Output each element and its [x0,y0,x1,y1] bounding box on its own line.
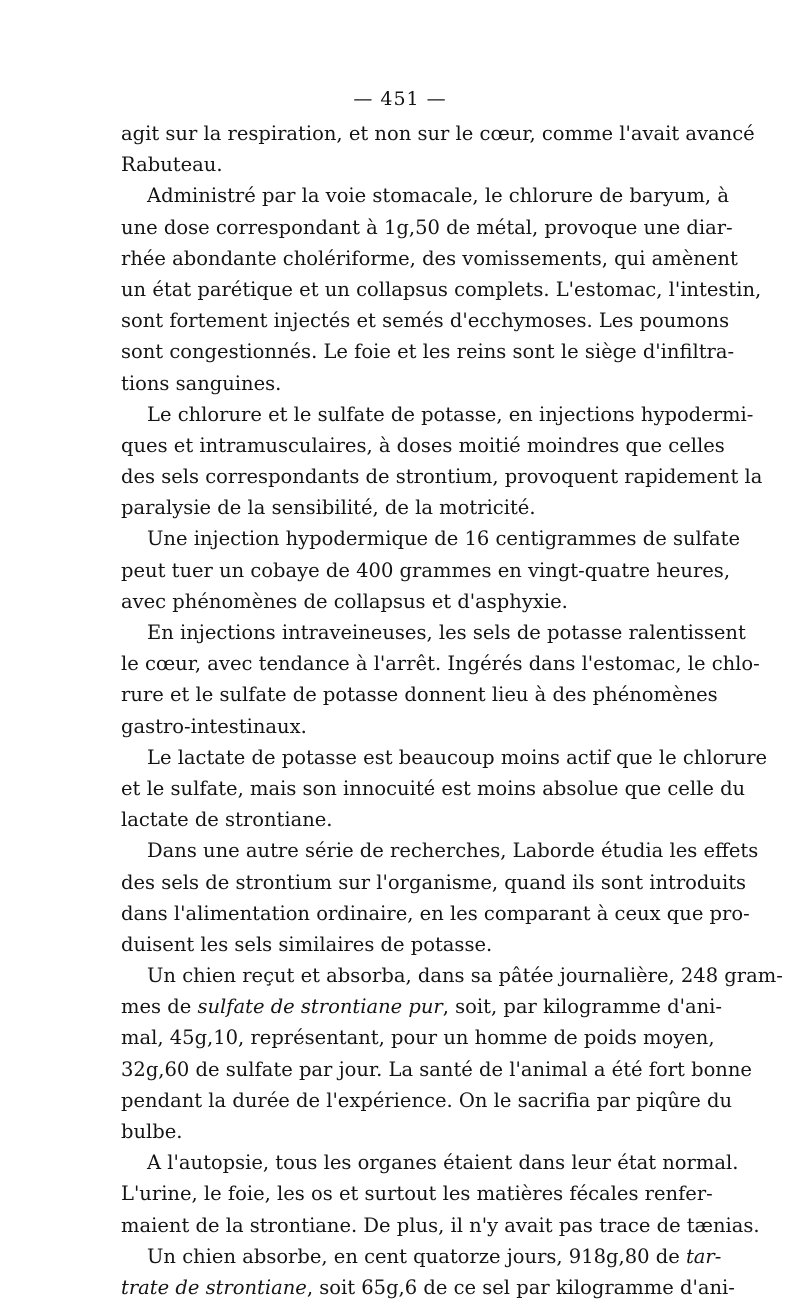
text-segment: , soit, par kilogramme d'ani- [442,995,723,1019]
text-line [121,461,763,492]
text-segment: rure et le sulfate de potasse donnent lieu à des phénomènes [121,683,718,707]
text-segment: agit sur la respiration, et non sur le cœur, comme l'avait avancé [121,122,755,145]
text-line [121,399,754,430]
text-line [121,929,677,960]
text-segment: ques et intramusculaires, à doses moitié moindres que celles [121,433,725,457]
text-segment: 32g,60 de sulfate par jour. La santé de l'animal a été fort bonne [121,1057,752,1081]
text-segment: rhée abondante cholériforme, des vomissements, qui amènent [121,246,738,270]
text-line [121,1022,715,1053]
text-segment: A l'autopsie, tous les organes étaient dans leur état normal. [147,1151,739,1175]
text-segment: L'urine, le foie, les os et surtout les matières fécales renfer- [121,1182,713,1206]
text-line [121,368,677,399]
text-line [121,617,746,648]
text-segment: maient de la strontiane. De plus, il n'y avait pas trace de tænias. [121,1213,760,1237]
text-line [121,1210,760,1241]
italic-text: sulfate de strontiane pur [197,995,443,1019]
text-segment: En injections intraveineuses, les sels de potasse ralentissent [147,621,746,644]
text-segment: , soit 65g,6 de ce sel par kilogramme d'ani- [306,1275,735,1299]
text-line [121,867,747,898]
text-line [121,243,738,274]
text-line [121,118,755,149]
text-segment: paralysie de la sensibilité, de la motricité. [121,496,536,520]
text-line [121,804,677,835]
text-line [121,180,729,211]
text-segment: sont congestionnés. Le foie et les reins sont le siège d'infiltra- [121,340,735,364]
text-line [121,1178,713,1209]
body-text [121,118,783,1303]
text-line [121,1241,722,1272]
text-segment: Une injection hypodermique de 16 centigrammes de sulfate [147,527,740,551]
text-segment: Un chien absorbe, en cent quatorze jours, 918g,80 de [147,1244,686,1268]
page-number: — 451 — [353,88,447,110]
text-segment: mes de [121,995,198,1019]
text-segment: tions sanguines. [121,371,282,395]
text-segment: un état parétique et un collapsus complets. L'estomac, l'intestin, [121,277,762,301]
text-segment: mal, 45g,10, représentant, pour un homme de poids moyen, [121,1026,715,1050]
text-line [121,492,677,523]
text-segment: le cœur, avec tendance à l'arrêt. Ingérés dans l'estomac, le chlo- [121,652,760,676]
text-segment: lactate de strontiane. [121,808,333,832]
text-segment: bulbe. [121,1120,183,1143]
text-segment: avec phénomènes de collapsus et d'asphyxie. [121,589,568,613]
text-segment: Dans une autre série de recherches, Laborde étudia les effets [147,839,759,863]
text-line [121,336,735,367]
text-line [121,991,723,1022]
text-line [121,960,783,991]
text-segment: gastro-intestinaux. [121,714,307,738]
text-line [121,648,760,679]
text-line [121,430,725,461]
text-line [121,586,677,617]
text-segment: duisent les sels similaires de potasse. [121,932,493,956]
text-line [121,555,731,586]
text-line [121,679,718,710]
text-segment: Le chlorure et le sulfate de potasse, en injections hypodermi- [147,402,754,426]
text-line [121,1147,739,1178]
text-segment: dans l'alimentation ordinaire, en les comparant à ceux que pro- [121,901,750,925]
text-line [121,773,746,804]
text-line [121,1116,677,1147]
text-segment: une dose correspondant à 1g,50 de métal, provoque une diar- [121,215,733,239]
text-segment: des sels correspondants de strontium, provoquent rapidement la [121,465,763,489]
text-segment: peut tuer un cobaye de 400 grammes en vingt-quatre heures, [121,558,731,582]
text-line [121,1272,735,1303]
text-segment: pendant la durée de l'expérience. On le sacrifia par piqûre du [121,1088,733,1112]
text-line [121,212,733,243]
text-line [121,1054,752,1085]
text-segment: Administré par la voie stomacale, le chlorure de baryum, à [147,184,729,208]
text-line [121,149,677,180]
text-segment: et le sulfate, mais son innocuité est moins absolue que celle du [121,776,746,800]
text-line [121,711,677,742]
text-line [121,898,750,929]
text-line [121,305,730,336]
italic-text: trate de strontiane [121,1275,307,1299]
text-segment: Rabuteau. [121,153,223,177]
text-segment: sont fortement injectés et semés d'ecchymoses. Les poumons [121,309,730,333]
text-line [121,835,759,866]
text-line [121,742,768,773]
text-segment: des sels de strontium sur l'organisme, quand ils sont introduits [121,870,747,894]
italic-text: tar- [685,1244,722,1268]
text-segment: Le lactate de potasse est beaucoup moins actif que le chlorure [147,745,768,769]
text-line [121,274,762,305]
text-segment: Un chien reçut et absorba, dans sa pâtée journalière, 248 gram- [147,964,783,988]
text-line [121,523,740,554]
text-line [121,1085,733,1116]
